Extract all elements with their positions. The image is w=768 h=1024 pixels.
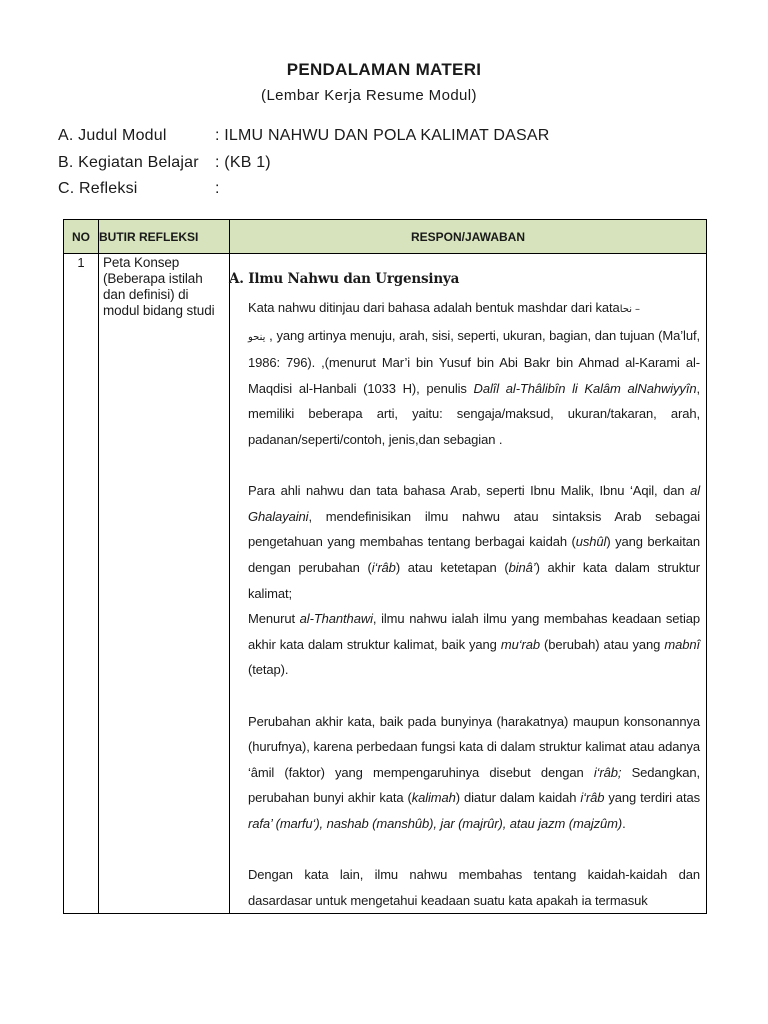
text-run: , yang artinya menuju, arah, sisi, seperti, ukuran, bagian, dan tujuan (Ma’luf, 1986: 796). ,(menurut Mar’i bin Yusuf bin Abi Bakr bin Ahmad al-Karami al-Maqdisi al-Hanbali (1033 H), penulis [248,327,700,396]
text-run: ) akhir kata dalam struktur kalimat; [248,559,701,601]
paragraph-summary [248,862,700,913]
meta-refleksi [58,180,220,198]
paragraph-gap [248,683,700,709]
italic-term: ushûl [575,534,607,550]
text-run: Para ahli nahwu dan tata bahasa Arab, seperti Ibnu Malik, Ibnu ‘Aqil, dan [248,483,691,499]
text-run: Kata nahwu ditinjau dari bahasa adalah bentuk mashdar dari kata [248,300,620,315]
italic-term: i‘râb [580,790,605,806]
text-run: ) atau ketetapan ( [395,559,509,575]
text-run: , mendefinisikan ilmu nahwu atau sintaksis Arab sebagai pengetahuan yang membahas tentang berbagai kaidah ( [248,508,700,550]
italic-term: al Ghalayaini [248,483,700,524]
text-run: yang terdiri atas [604,790,700,806]
meta-label: B. Kegiatan Belajar [58,154,199,171]
text-run: Menurut [248,611,300,627]
meta-value: : ILMU NAHWU DAN POLA KALIMAT DASAR [215,127,550,144]
text-run: Perubahan akhir kata, baik pada bunyinya (harakatnya) maupun konsonannya (hurufnya), karena perbedaan fungsi kata di dalam struktur kalimat atau adanya ‘âmil (faktor) yang mempengaruhinya disebut dengan [248,713,700,780]
table-header-row [64,220,707,254]
arabic-word-naha: – نحا [619,304,644,315]
text-run: Sedangkan, perubahan bunyi akhir kata ( [248,764,700,806]
paragraph-definition-thanthawi [248,606,700,683]
section-heading: A. Ilmu Nahwu dan Urgensinya [229,271,460,287]
page-title: PENDALAMAN MATERI [286,60,482,79]
meta-value: : (KB 1) [215,154,271,171]
book-title: Dalîl al-Thâlibîn li Kalâm alNahwiyyîn [473,380,697,396]
arabic-word-yanhu: ينحو [248,331,266,343]
text-run: . [622,815,626,831]
column-header-respon-jawaban: RESPON/JAWABAN [230,220,707,254]
text-run: ) yang berkaitan dengan perubahan ( [248,534,700,575]
paragraph-gap [248,836,700,862]
paragraph-irab [248,709,700,837]
cell-butir: Peta Konsep (Beberapa istilah dan definisi) di modul bidang studi [99,254,230,914]
meta-value: : [215,180,220,197]
column-header-butir-refleksi: BUTIR REFLEKSI [99,220,230,254]
italic-term: kalimah [411,790,456,806]
italic-term: rafa’ (marfu‘), nashab (manshûb), jar (majrûr), atau jazm (majzûm) [248,815,623,831]
cell-respon [230,254,707,914]
italic-term: mu‘rab [500,636,540,652]
text-run: , memiliki beberapa arti, yaitu: sengaja/maksud, ukuran/takaran, arah, padanan/seperti/contoh, jenis,dan sebagian . [248,380,700,447]
column-header-no: NO [64,220,99,254]
text-run: Dengan kata lain, ilmu nahwu membahas tentang kaidah-kaidah dan dasardasar untuk mengetahui keadaan suatu kata apakah ia termasuk [248,867,700,908]
reflection-table [63,219,707,914]
cell-no: 1 [64,254,99,914]
text-run: , ilmu nahwu ialah ilmu yang membahas keadaan setiap akhir kata dalam struktur kalimat, baik yang [248,611,700,652]
italic-term: binâ’ [508,559,536,575]
meta-label: C. Refleksi [58,180,138,197]
text-run: (berubah) atau yang [540,636,665,652]
paragraph-nahwu-etymology [248,295,700,453]
text-run: ) diatur dalam kaidah [455,790,581,806]
italic-term: i‘râb [371,559,396,575]
meta-label: A. Judul Modul [58,127,167,144]
italic-term: mabnî [664,636,700,652]
italic-term: i‘râb; [593,764,622,780]
italic-term: al-Thanthawi [299,611,373,627]
meta-judul-modul [58,127,549,145]
paragraph-definition-experts [248,478,700,606]
page-subtitle: (Lembar Kerja Resume Modul) [261,87,477,104]
text-run: (tetap). [248,662,289,678]
paragraph-gap [248,453,700,479]
meta-kegiatan-belajar [58,154,271,172]
table-row [64,254,707,914]
response-body [248,295,700,913]
